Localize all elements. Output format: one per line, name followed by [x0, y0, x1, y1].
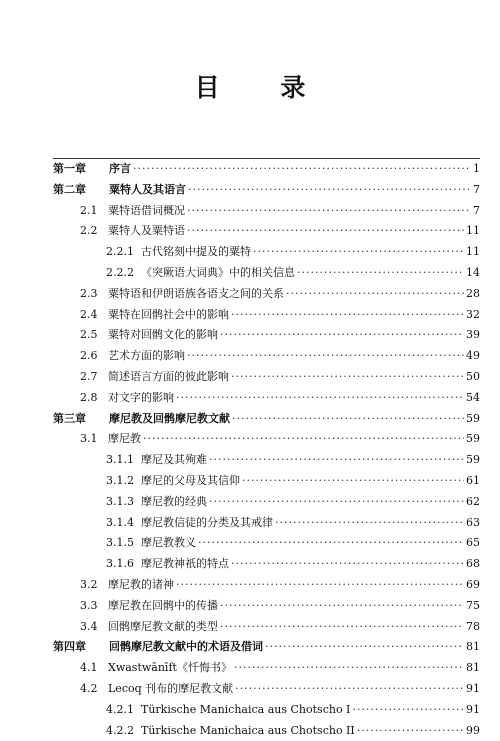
entry-page-number: 49	[466, 349, 480, 363]
entry-title: 《突厥语大词典》中的相关信息	[141, 265, 295, 279]
entry-number: 4.2.1	[106, 702, 134, 716]
entry-title: Türkische Manichaica aus Chotscho I	[141, 702, 351, 716]
entry-page-number: 7	[473, 203, 480, 217]
entry-number: 2.3	[80, 286, 98, 300]
entry-title: 摩尼及其殉难	[141, 453, 207, 467]
entry-title: 摩尼教信徒的分类及其戒律	[141, 515, 273, 529]
toc-subsection-entry[interactable]	[53, 471, 480, 492]
toc-subsection-entry[interactable]	[53, 700, 480, 721]
entry-number: 3.1	[80, 432, 98, 446]
entry-page-number: 14	[466, 265, 480, 279]
entry-page-number: 91	[466, 681, 480, 695]
dot-leader	[357, 721, 464, 741]
entry-page-number: 61	[466, 473, 480, 487]
toc-section-entry[interactable]	[53, 305, 480, 326]
entry-page-number: 78	[466, 619, 480, 633]
entry-title: 粟特在回鹘社会中的影响	[108, 307, 229, 321]
dot-leader	[133, 159, 471, 180]
entry-title: 粟特对回鹘文化的影响	[108, 328, 218, 342]
entry-title: Lecoq 刊布的摩尼教文献	[108, 681, 234, 695]
toc-section-entry[interactable]	[53, 617, 480, 638]
page-title: 目 录	[194, 73, 332, 102]
toc-subsection-entry[interactable]	[53, 263, 480, 284]
toc-subsection-entry[interactable]	[53, 242, 480, 263]
toc-section-entry[interactable]	[53, 201, 480, 222]
entry-number: 第一章	[53, 162, 86, 175]
entry-page-number: 69	[466, 577, 480, 591]
entry-number: 3.1.1	[106, 453, 134, 467]
dot-leader	[143, 429, 464, 450]
dot-leader	[176, 388, 464, 409]
entry-number: 3.3	[80, 598, 98, 612]
entry-number: 第三章	[53, 411, 86, 425]
entry-title: 粟特语借词概况	[108, 203, 185, 217]
dot-leader	[231, 367, 464, 388]
toc-list	[53, 159, 480, 741]
entry-number: 3.1.2	[106, 473, 134, 487]
entry-number: 3.1.6	[106, 557, 134, 571]
entry-title: 粟特人及其语言	[109, 182, 186, 196]
entry-number: 3.1.4	[106, 515, 134, 529]
entry-page-number: 59	[466, 453, 480, 467]
dot-leader	[242, 471, 464, 492]
dot-leader	[275, 513, 464, 534]
entry-number: 2.2.2	[106, 265, 134, 279]
dot-leader	[235, 679, 464, 700]
entry-title: 摩尼教及回鹘摩尼教文献	[109, 411, 230, 425]
entry-page-number: 39	[466, 328, 480, 342]
entry-page-number: 28	[466, 286, 480, 300]
entry-number: 4.1	[80, 661, 98, 675]
entry-number: 2.6	[80, 349, 98, 363]
toc-section-entry[interactable]	[53, 388, 480, 409]
toc-chapter-entry[interactable]	[53, 637, 480, 658]
toc-section-entry[interactable]	[53, 596, 480, 617]
entry-title: 摩尼教的诸神	[108, 577, 174, 591]
entry-page-number: 59	[466, 432, 480, 446]
dot-leader	[232, 409, 464, 430]
entry-page-number: 11	[466, 245, 480, 259]
entry-number: 2.4	[80, 307, 98, 321]
entry-title: 古代铭刻中提及的粟特	[141, 245, 251, 259]
entry-page-number: 59	[466, 411, 480, 425]
entry-number: 2.8	[80, 390, 98, 404]
entry-page-number: 81	[466, 640, 480, 654]
entry-title: 粟特人及粟特语	[108, 224, 185, 238]
entry-title: 摩尼的父母及其信仰	[141, 473, 240, 487]
entry-page-number: 62	[466, 494, 480, 508]
entry-number: 2.1	[80, 203, 98, 217]
entry-page-number: 11	[466, 224, 480, 238]
dot-leader	[231, 305, 464, 326]
toc-section-entry[interactable]	[53, 679, 480, 700]
entry-number: 第二章	[53, 182, 86, 196]
entry-page-number: 7	[473, 182, 480, 196]
entry-title: 摩尼教教义	[141, 536, 196, 550]
dot-leader	[220, 325, 464, 346]
entry-title: 对文字的影响	[108, 390, 174, 404]
toc-chapter-entry[interactable]	[53, 159, 480, 180]
toc-section-entry[interactable]	[53, 221, 480, 242]
dot-leader	[265, 637, 464, 658]
entry-title: 序言	[109, 162, 131, 175]
entry-number: 2.2.1	[106, 245, 134, 259]
entry-title: 摩尼教在回鹘中的传播	[108, 598, 218, 612]
dot-leader	[187, 221, 464, 242]
dot-leader	[209, 450, 464, 471]
toc-section-entry[interactable]	[53, 575, 480, 596]
toc-subsection-entry[interactable]	[53, 492, 480, 513]
entry-number: 2.2	[80, 224, 98, 238]
entry-title: 摩尼教神祇的特点	[141, 557, 229, 571]
toc-section-entry[interactable]	[53, 284, 480, 305]
entry-number: 4.2.2	[106, 723, 134, 737]
dot-leader	[352, 700, 464, 721]
toc-subsection-entry[interactable]	[53, 721, 480, 741]
dot-leader	[187, 346, 464, 367]
entry-page-number: 75	[466, 598, 480, 612]
toc-section-entry[interactable]	[53, 367, 480, 388]
entry-title: 粟特语和伊朗语族各语支之间的关系	[108, 286, 284, 300]
entry-number: 3.4	[80, 619, 98, 633]
entry-title: Xwastwānīft《忏悔书》	[108, 661, 232, 675]
entry-page-number: 32	[466, 307, 480, 321]
dot-leader	[187, 201, 471, 222]
entry-page-number: 65	[466, 536, 480, 550]
entry-title: 摩尼教的经典	[141, 494, 207, 508]
entry-page-number: 91	[466, 702, 480, 716]
entry-title: Türkische Manichaica aus Chotscho II	[141, 723, 355, 737]
dot-leader	[220, 617, 464, 638]
dot-leader	[297, 263, 464, 284]
dot-leader	[209, 492, 464, 513]
entry-title: 摩尼教	[108, 432, 141, 446]
entry-number: 3.2	[80, 577, 98, 591]
entry-number: 2.5	[80, 328, 98, 342]
entry-page-number: 68	[466, 557, 480, 571]
entry-page-number: 81	[466, 661, 480, 675]
entry-page-number: 50	[466, 369, 480, 383]
entry-number: 第四章	[53, 640, 86, 654]
entry-number: 3.1.3	[106, 494, 134, 508]
table-of-contents	[53, 158, 480, 741]
dot-leader	[220, 596, 464, 617]
entry-page-number: 54	[466, 390, 480, 404]
entry-page-number: 99	[466, 723, 480, 737]
toc-subsection-entry[interactable]	[53, 513, 480, 534]
entry-title: 回鹘摩尼教文献中的术语及借词	[109, 640, 263, 654]
toc-section-entry[interactable]	[53, 346, 480, 367]
dot-leader	[253, 242, 464, 263]
dot-leader	[188, 180, 471, 201]
toc-subsection-entry[interactable]	[53, 554, 480, 575]
entry-page-number: 1	[473, 162, 480, 175]
entry-number: 4.2	[80, 681, 98, 695]
toc-subsection-entry[interactable]	[53, 533, 480, 554]
dot-leader	[234, 658, 464, 679]
toc-section-entry[interactable]	[53, 325, 480, 346]
entry-page-number: 63	[466, 515, 480, 529]
toc-subsection-entry[interactable]	[53, 450, 480, 471]
entry-number: 2.7	[80, 369, 98, 383]
toc-chapter-entry[interactable]	[53, 409, 480, 430]
dot-leader	[176, 575, 464, 596]
entry-title: 艺术方面的影响	[108, 349, 185, 363]
entry-title: 回鹘摩尼教文献的类型	[108, 619, 218, 633]
dot-leader	[286, 284, 464, 305]
toc-section-entry[interactable]	[53, 429, 480, 450]
dot-leader	[231, 554, 464, 575]
entry-title: 简述语言方面的彼此影响	[108, 369, 229, 383]
entry-number: 3.1.5	[106, 536, 134, 550]
toc-section-entry[interactable]	[53, 658, 480, 679]
dot-leader	[198, 533, 464, 554]
toc-chapter-entry[interactable]	[53, 180, 480, 201]
